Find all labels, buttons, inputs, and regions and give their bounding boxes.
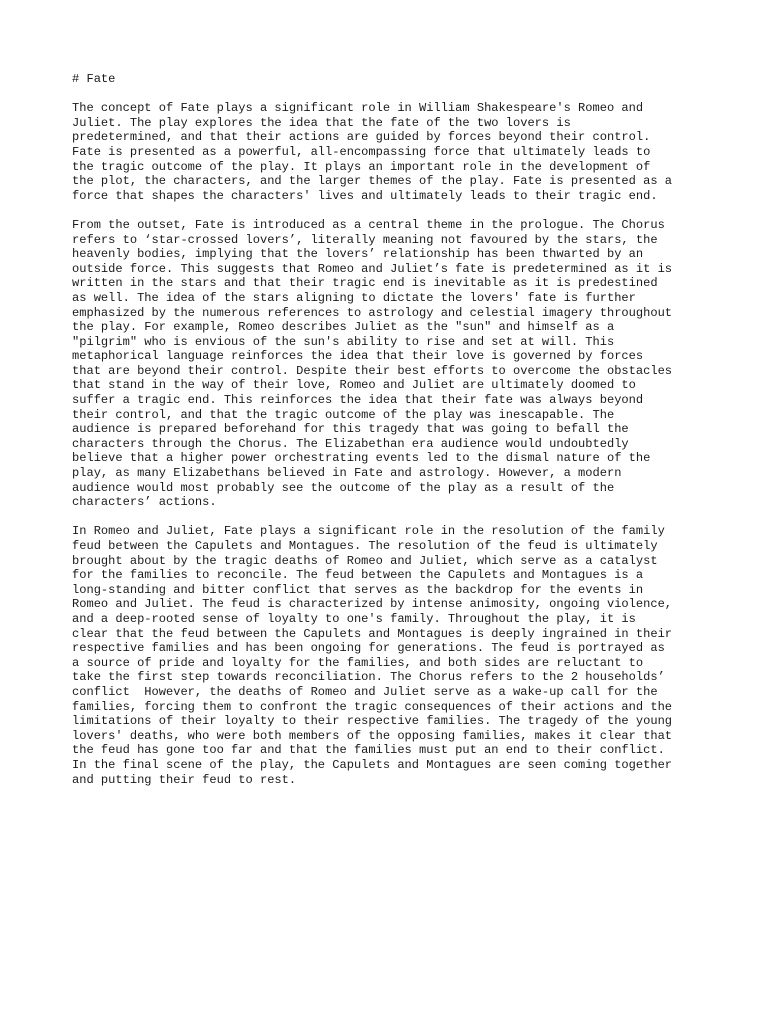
text-line: believe that a higher power orchestrating events led to the dismal nature of the — [72, 451, 651, 466]
text-line: a source of pride and loyalty for the families, and both sides are reluctant to — [72, 655, 644, 670]
text-line: predetermined, and that their actions are guided by forces beyond their control. — [72, 130, 651, 145]
text-line: feud between the Capulets and Montagues. The resolution of the feud is ultimately — [72, 539, 658, 553]
text-line: audience is prepared beforehand for this tragedy that was going to befall the — [72, 422, 629, 437]
text-line: and a deep-rooted sense of loyalty to one's family. Throughout the play, it is — [72, 611, 636, 626]
text-line: From the outset, Fate is introduced as a central theme in the prologue. The Chorus — [72, 217, 665, 232]
text-line: emphasized by the numerous references to astrology and celestial imagery throughout — [72, 305, 673, 320]
text-line: written in the stars and that their tragic end is inevitable as it is predestined — [72, 276, 658, 291]
text-line: lovers' deaths, who were both members of the opposing families, makes it clear that — [72, 728, 673, 743]
text-line: their control, and that the tragic outcome of the play was inescapable. The — [72, 407, 615, 422]
document-heading: # Fate — [72, 72, 116, 86]
text-line: the feud has gone too far and that the families must put an end to their conflict. — [72, 743, 665, 758]
paragraph-2 — [72, 218, 702, 510]
text-line: force that shapes the characters' lives and ultimately leads to their tragic end. — [72, 188, 658, 203]
text-line: Juliet. The play explores the idea that the fate of the two lovers is — [72, 115, 571, 130]
text-line: refers to ‘star-crossed lovers’, literally meaning not favoured by the stars, the — [72, 232, 658, 247]
text-line: outside force. This suggests that Romeo and Juliet’s fate is predetermined as it is — [72, 261, 673, 276]
text-line: Romeo and Juliet. The feud is characterized by intense animosity, ongoing violence, — [72, 597, 673, 612]
text-line: characters through the Chorus. The Elizabethan era audience would undoubtedly — [72, 436, 629, 451]
text-line: In Romeo and Juliet, Fate plays a significant role in the resolution of the family — [72, 524, 665, 539]
text-line: respective families and has been ongoing for generations. The feud is portrayed as — [72, 641, 665, 656]
paragraph-3 — [72, 524, 702, 787]
text-line: for the families to reconcile. The feud between the Capulets and Montagues is a — [72, 568, 644, 583]
text-line: Fate is presented as a powerful, all-encompassing force that ultimately leads to — [72, 144, 651, 159]
text-line: that are beyond their control. Despite their best efforts to overcome the obstacles — [72, 363, 673, 378]
text-line: families, forcing them to confront the tragic consequences of their actions and the — [72, 699, 673, 714]
text-line: "pilgrim" who is envious of the sun's ability to rise and set at will. This — [72, 334, 615, 349]
text-line: the play. For example, Romeo describes Juliet as the "sun" and himself as a — [72, 320, 615, 335]
text-line: characters’ actions. — [72, 495, 217, 510]
text-line: brought about by the tragic deaths of Romeo and Juliet, which serve as a catalyst — [72, 553, 658, 568]
text-line: long-standing and bitter conflict that serves as the backdrop for the events in — [72, 582, 644, 597]
text-line: play, as many Elizabethans believed in Fate and astrology. However, a modern — [72, 466, 622, 481]
text-line: as well. The idea of the stars aligning to dictate the lovers' fate is further — [72, 290, 636, 305]
text-line: the plot, the characters, and the larger themes of the play. Fate is presented as a — [72, 174, 673, 189]
text-line: heavenly bodies, implying that the lovers’ relationship has been thwarted by an — [72, 247, 644, 262]
text-line: metaphorical language reinforces the idea that their love is governed by forces — [72, 349, 644, 364]
text-line: clear that the feud between the Capulets and Montagues is deeply ingrained in their — [72, 626, 673, 641]
text-line: suffer a tragic end. This reinforces the idea that their fate was always beyond — [72, 393, 644, 408]
text-line: conflict However, the deaths of Romeo and Juliet serve as a wake-up call for the — [72, 684, 658, 699]
text-line: take the first step towards reconciliation. The Chorus refers to the 2 households’ — [72, 670, 665, 685]
document-body — [72, 72, 702, 802]
text-line: and putting their feud to rest. — [72, 772, 297, 787]
text-line: The concept of Fate plays a significant role in William Shakespeare's Romeo and — [72, 101, 644, 116]
paragraph-1 — [72, 101, 702, 203]
text-line: the tragic outcome of the play. It plays an important role in the development of — [72, 159, 651, 174]
text-line: limitations of their loyalty to their respective families. The tragedy of the young — [72, 714, 673, 729]
text-line: that stand in the way of their love, Romeo and Juliet are ultimately doomed to — [72, 378, 636, 393]
text-line: audience would most probably see the outcome of the play as a result of the — [72, 480, 615, 495]
text-line: In the final scene of the play, the Capulets and Montagues are seen coming together — [72, 757, 673, 772]
